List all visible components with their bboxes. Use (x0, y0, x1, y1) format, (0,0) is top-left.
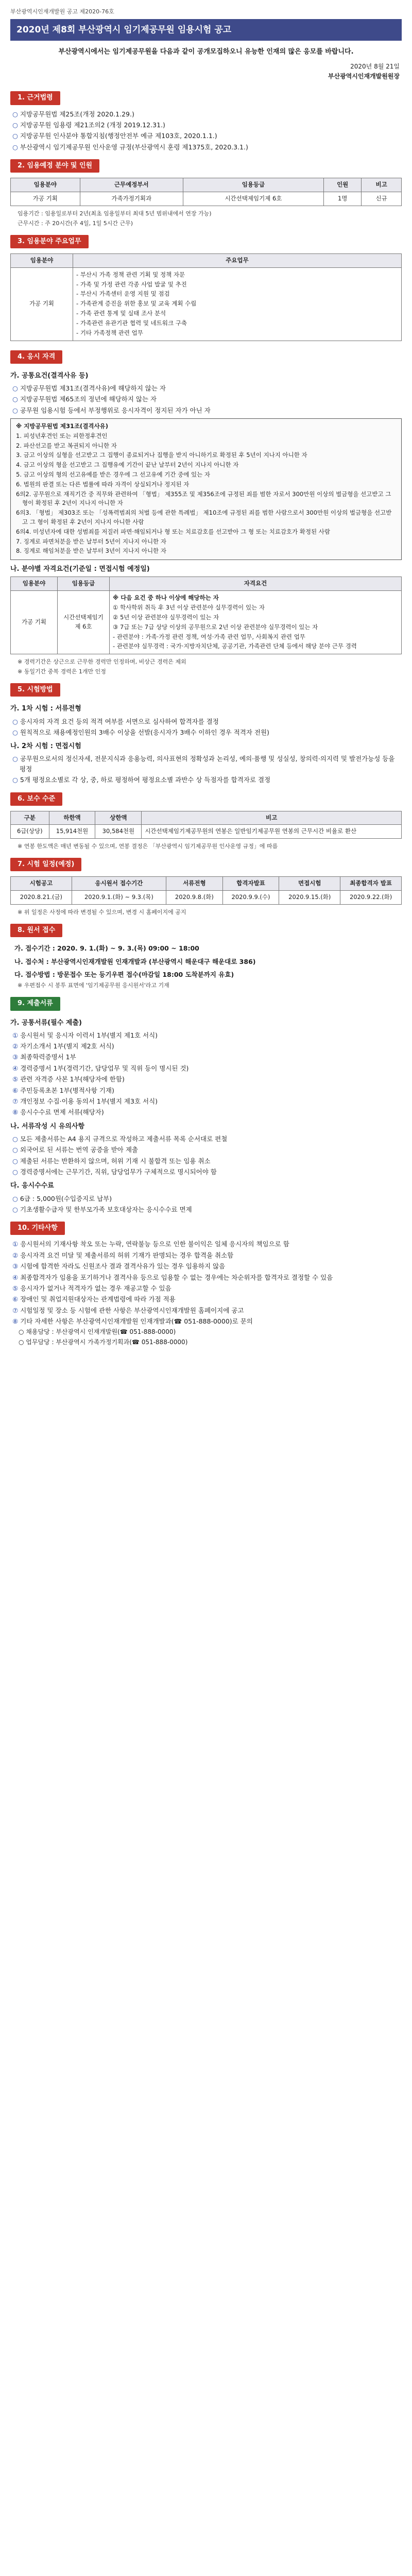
exam-stage-2-heading: 나. 2차 시험 : 면접시험 (10, 742, 81, 751)
contact-line: ○ 채용담당 : 부산광역시 인재개발원(☎ 051-888-0000) (19, 1328, 176, 1336)
salary-table (10, 811, 402, 839)
common-documents-heading: 가. 공통서류(필수 제출) (10, 1019, 82, 1027)
notice-title: 2020년 제8회 부산광역시 임기제공무원 임용시험 공고 (10, 19, 402, 41)
list-item: ○ 지방공무원법 제65조의 정년에 해당하지 않는 자 (12, 395, 157, 403)
section-eligibility-heading: 4. 응시 자격 (10, 350, 62, 364)
list-item: ⑤ 응시자가 없거나 적격자가 없는 경우 재공고할 수 있음 (12, 1284, 171, 1292)
requirement-item: ※ 다음 요건 중 하나 이상에 해당하는 자 (113, 594, 219, 602)
requirements-table (10, 577, 402, 654)
requirements-note: ※ 경력기간은 상근으로 근무한 경력만 인정하며, 비상근 경력은 제외 (18, 658, 186, 666)
table-header: 면접시험 (279, 877, 340, 891)
application-note: ※ 우편접수 시 봉투 표면에 '임기제공무원 응시원서'라고 기재 (18, 982, 169, 989)
list-item: ⑧ 응시수수료 면제 서류(해당자) (12, 1108, 104, 1116)
list-item: ① 응시원서의 기재사항 착오 또는 누락, 연락불능 등으로 인한 불이익은 일체 응시자의 책임으로 함 (12, 1240, 289, 1248)
list-item: ④ 최종합격자가 임용을 포기하거나 결격사유 등으로 임용할 수 없는 경우에는 차순위자를 합격자로 결정할 수 있음 (12, 1273, 333, 1281)
table-row: 가공 기획 - 부산시 가족 정책 관련 기획 및 정책 자문 - 가족 및 가정 관련 각종 사업 발굴 및 추진 - 부산시 가족센터 운영 지원 및 점검 - 가족관계 증진을 위한 홍보 및 교육 계획 수립 - 가족 관련 통계 및 실태 조사 분석 - 가족관련 유관기관 협력 및 네트워크 구축 - 기타 가족정책 관련 업무 (11, 267, 402, 341)
list-item: ○ 응시자의 자격 요건 등의 적격 여부를 서면으로 심사하여 합격자를 결정 (12, 717, 219, 725)
list-item: ○ 공무원 임용시험 등에서 부정행위로 응시자격이 정지된 자가 아닌 자 (12, 406, 211, 414)
box-item: 3. 금고 이상의 실형을 선고받고 그 집행이 종료되거나 집행을 받지 아니하기로 확정된 후 5년이 지나지 아니한 자 (16, 451, 307, 459)
table-header: 임용분야 (11, 254, 73, 268)
list-item: ○ 지방공무원 인사분야 통합지침(행정안전부 예규 제103호, 2020.1.1.) (12, 132, 217, 140)
table-row: 2020.8.21.(금) 2020.9.1.(화) ~ 9.3.(목) 2020.9.8.(화) 2020.9.9.(수) 2020.9.15.(화) 2020.9.22.(화) (11, 891, 402, 905)
positions-note: 임용기간 : 임용일로부터 2년(최초 임용일부터 최대 5년 범위내에서 연장 가능) (18, 210, 212, 217)
box-item: 6. 법원의 판결 또는 다른 법률에 따라 자격이 상실되거나 정지된 자 (16, 480, 190, 488)
box-item: 6의3. 「형법」 제303조 또는 「성폭력범죄의 처벌 등에 관한 특례법」 제10조에 규정된 죄를 범한 사람으로서 300만원 이상의 벌금형을 선고받고 그 형이 확정된 후 2년이 지나지 아니한 사람 (16, 509, 392, 526)
list-item: ○ 기초생활수급자 및 한부모가족 보호대상자는 응시수수료 면제 (12, 1205, 192, 1213)
list-item: ○ 원칙적으로 채용예정인원의 3배수 이상을 선발(응시자가 3배수 이하인 경우 적격자 전원) (12, 728, 269, 736)
requirement-item: ① 학사학위 취득 후 3년 이상 관련분야 실무경력이 있는 자 (113, 604, 265, 612)
requirement-item: - 관련분야 : 가족·가정 관련 정책, 여성·가족 관련 업무, 사회복지 관련 업무 (113, 633, 305, 640)
table-row: 가공 기획 시간선택제임기제 6호 ※ 다음 요건 중 하나 이상에 해당하는 자 ① 학사학위 취득 후 3년 이상 관련분야 실무경력이 있는 자 ② 5년 이상 관련분야 실무경력이 있는 자 ③ 7급 또는 7급 상당 이상의 공무원으로 2년 이상 관련분야 실무경력이 있는 자 - 관련분야 : 가족·가정 관련 정책, 여성·가족 관련 업무, 사회복지 관련 업무 - 관련분야 실무경력 : 국가·지방자치단체, 공공기관, 가족관련 단체 등에서 해당 분야 근무 경력 (11, 591, 402, 654)
positions-note: 근무시간 : 주 20시간(주 4일, 1일 5시간 근무) (18, 219, 133, 227)
table-header: 근무예정부서 (80, 178, 183, 192)
table-row: 6급(상당) 15,914천원 30,584천원 시간선택제임기제공무원의 연봉은 일반임기제공무원 연봉의 근무시간 비율로 환산 (11, 825, 402, 839)
application-item: 나. 접수처 : 부산광역시인재개발원 인재개발과 (부산광역시 해운대구 해운대로 386) (14, 957, 256, 965)
section-application-heading: 8. 원서 접수 (10, 924, 62, 937)
list-item: ② 응시자격 요건 미달 및 제출서류의 허위 기재가 판명되는 경우 합격을 취소함 (12, 1251, 234, 1259)
notice-organization: 부산광역시인재개발원원장 (328, 72, 400, 80)
list-item: ○ 모든 제출서류는 A4 용지 규격으로 작성하고 제출서류 목록 순서대로 편철 (12, 1134, 228, 1143)
box-item: 4. 금고 이상의 형을 선고받고 그 집행유예 기간이 끝난 날부터 2년이 지나지 아니한 자 (16, 461, 239, 469)
requirements-note: ※ 동일기간 중복 경력은 1개만 인정 (18, 668, 106, 675)
section-positions-heading: 2. 임용예정 분야 및 인원 (10, 159, 99, 173)
duty-item: - 기타 가족정책 관련 업무 (76, 329, 143, 336)
table-header: 상한액 (95, 811, 142, 825)
table-header: 임용분야 (11, 178, 80, 192)
table-header: 주요업무 (73, 254, 402, 268)
list-item: ⑥ 주민등록초본 1부(병적사항 기재) (12, 1086, 114, 1094)
legal-basis-list (10, 109, 402, 152)
list-item: ⑦ 시험일정 및 장소 등 시험에 관한 사항은 부산광역시인재개발원 홈페이지에 공고 (12, 1306, 244, 1314)
section-exam-method-heading: 5. 시험방법 (10, 683, 60, 697)
disqualification-box: ※ 지방공무원법 제31조(결격사유) 1. 피성년후견인 또는 피한정후견인 2. 파산선고를 받고 복권되지 아니한 자 3. 금고 이상의 실형을 선고받고 그 집행이 종료되거나 집행을 받지 아니하기로 확정된 후 5년이 지나지 아니한 자 4. 금고 이상의 형을 선고받고 그 집행유예 기간이 끝난 날부터 2년이 지나지 아니한 자 5. 금고 이상의 형의 선고유예를 받은 경우에 그 선고유예 기간 중에 있는 자 6. 법원의 판결 또는 다른 법률에 따라 자격이 상실되거나 정지된 자 6의2. 공무원으로 재직기간 중 직무와 관련하여 「형법」 제355조 및 제356조에 규정된 죄를 범한 자로서 300만원 이상의 벌금형을 선고받고 그 형이 확정된 후 2년이 지나지 아니한 자 6의3. 「형법」 제303조 또는 「성폭력범죄의 처벌 등에 관한 특례법」 제10조에 규정된 죄를 범한 사람으로서 300만원 이상의 벌금형을 선고받고 그 형이 확정된 후 2년이 지나지 아니한 사람 6의4. 미성년자에 대한 성범죄를 저질러 파면·해임되거나 형 또는 치료감호를 선고받아 그 형 또는 치료감호가 확정된 사람 7. 징계로 파면처분을 받은 날부터 5년이 지나지 아니한 자 8. 징계로 해임처분을 받은 날부터 3년이 지나지 아니한 자 (10, 418, 402, 560)
section-misc-heading: 10. 기타사항 (10, 1222, 65, 1235)
requirement-item: ③ 7급 또는 7급 상당 이상의 공무원으로 2년 이상 관련분야 실무경력이 있는 자 (113, 623, 318, 631)
box-item: 2. 파산선고를 받고 복권되지 아니한 자 (16, 442, 117, 449)
schedule-note: ※ 위 일정은 사정에 따라 변경될 수 있으며, 변경 시 홈페이지에 공지 (18, 909, 186, 916)
list-item: ○ 공무원으로서의 정신자세, 전문지식과 응용능력, 의사표현의 정확성과 논리성, 예의·품행 및 성실성, 창의력·의지력 및 발전가능성 등을 평정 (12, 755, 395, 773)
list-item: ○ 제출된 서류는 반환하지 않으며, 허위 기재 시 불합격 또는 임용 취소 (12, 1157, 211, 1165)
section-legal-basis-heading: 1. 근거법령 (10, 91, 60, 105)
list-item: ⑧ 기타 자세한 사항은 부산광역시인재개발원 인재개발과(☎ 051-888-0000)로 문의 (12, 1317, 253, 1326)
requirement-item: - 관련분야 실무경력 : 국가·지방자치단체, 공공기관, 가족관련 단체 등에서 해당 분야 근무 경력 (113, 642, 357, 650)
document-number: 부산광역시인재개발원 공고 제2020-76호 (10, 8, 114, 15)
application-item: 가. 접수기간 : 2020. 9. 1.(화) ~ 9. 3.(목) 09:00 ~ 18:00 (14, 944, 199, 953)
list-item: ④ 경력증명서 1부(경력기간, 담당업무 및 직위 등이 명시된 것) (12, 1064, 189, 1072)
positions-table (10, 178, 402, 206)
list-item: ① 응시원서 및 응시자 이력서 1부(별지 제1호 서식) (12, 1031, 158, 1039)
section-salary-heading: 6. 보수 수준 (10, 792, 62, 806)
contact-line: ○ 업무담당 : 부산광역시 가족가정기획과(☎ 051-888-0000) (19, 1338, 188, 1346)
table-header: 최종합격자 발표 (340, 877, 402, 891)
list-item: ○ 5개 평정요소별로 각 상, 중, 하로 평정하여 평정요소별 과반수 상 득점자를 합격자로 결정 (12, 776, 271, 784)
duty-item: - 가족 및 가정 관련 각종 사업 발굴 및 추진 (76, 280, 187, 288)
box-item: 1. 피성년후견인 또는 피한정후견인 (16, 432, 108, 439)
list-item: ⑦ 개인정보 수집·이용 동의서 1부(별지 제3호 서식) (12, 1097, 158, 1105)
notice-date: 2020년 8월 21일 (350, 63, 400, 71)
table-header: 비고 (142, 811, 402, 825)
list-item: ○ 지방공무원 임용령 제21조의2 (개정 2019.12.31.) (12, 121, 165, 129)
duty-item: - 부산시 가족센터 운영 지원 및 점검 (76, 290, 170, 298)
table-header: 임용분야 (11, 577, 58, 591)
box-item: 6의2. 공무원으로 재직기간 중 직무와 관련하여 「형법」 제355조 및 제356조에 규정된 죄를 범한 자로서 300만원 이상의 벌금형을 선고받고 그 형이 확정된 후 2년이 지나지 아니한 자 (16, 490, 391, 507)
section-documents-heading: 9. 제출서류 (10, 997, 60, 1010)
requirement-item: ② 5년 이상 관련분야 실무경력이 있는 자 (113, 613, 219, 621)
duty-item: - 가족관계 증진을 위한 홍보 및 교육 계획 수립 (76, 300, 197, 308)
list-item: ○ 지방공무원법 제25조(개정 2020.1.29.) (12, 110, 134, 118)
schedule-table (10, 876, 402, 905)
list-item: ② 자기소개서 1부(별지 제2호 서식) (12, 1042, 114, 1050)
duty-item: - 가족 관련 통계 및 실태 조사 분석 (76, 310, 166, 317)
table-header: 시험공고 (11, 877, 72, 891)
table-header: 임용등급 (183, 178, 323, 192)
box-item: 8. 징계로 해임처분을 받은 날부터 3년이 지나지 아니한 자 (16, 547, 166, 555)
table-header: 응시원서 접수기간 (72, 877, 166, 891)
table-header: 구분 (11, 811, 49, 825)
field-requirements-heading: 나. 분야별 자격요건(기준일 : 면접시험 예정일) (10, 565, 150, 573)
table-header: 인원 (324, 178, 362, 192)
duty-item: - 가족관련 유관기관 협력 및 네트워크 구축 (76, 319, 187, 327)
salary-note: ※ 연봉 한도액은 매년 변동될 수 있으며, 연봉 결정은 「부산광역시 임기제공무원 인사운영 규정」에 따름 (18, 843, 278, 850)
table-header: 합격자발표 (222, 877, 279, 891)
table-header: 자격요건 (110, 577, 402, 591)
table-header: 하한액 (49, 811, 95, 825)
exam-stage-1-heading: 가. 1차 시험 : 서류전형 (10, 705, 81, 713)
table-header: 서류전형 (166, 877, 223, 891)
list-item: ③ 최종학력증명서 1부 (12, 1053, 76, 1061)
list-item: ○ 6급 : 5,000원(수입증지로 납부) (12, 1194, 112, 1202)
list-item: ○ 경력증명서에는 근무기간, 직위, 담당업무가 구체적으로 명시되어야 함 (12, 1168, 217, 1176)
duties-table (10, 253, 402, 341)
list-item: ○ 부산광역시 임기제공무원 인사운영 규정(부산광역시 훈령 제1375호, 2020.3.1.) (12, 143, 248, 151)
list-item: ⑥ 장애인 및 취업지원대상자는 관계법령에 따라 가점 적용 (12, 1295, 176, 1303)
list-item: ○ 지방공무원법 제31조(결격사유)에 해당하지 않는 자 (12, 384, 166, 392)
table-row: 가공 기획 가족가정기획과 시간선택제임기제 6호 1명 신규 (11, 192, 402, 206)
notice-intro: 부산광역시에서는 임기제공무원을 다음과 같이 공개모집하오니 유능한 인재의 많은 응모를 바랍니다. (58, 48, 354, 56)
list-item: ③ 시험에 합격한 자라도 신원조사 결과 결격사유가 있는 경우 임용하지 않음 (12, 1262, 226, 1270)
application-item: 다. 접수방법 : 방문접수 또는 등기우편 접수(마감일 18:00 도착분까지 유효) (14, 971, 234, 979)
table-header: 비고 (362, 178, 402, 192)
section-duties-heading: 3. 임용분야 주요업무 (10, 235, 89, 248)
duty-item: - 부산시 가족 정책 관련 기획 및 정책 자문 (76, 270, 185, 278)
list-item: ⑤ 관련 자격증 사본 1부(해당자에 한함) (12, 1075, 125, 1083)
document-guidelines-heading: 나. 서류작성 시 유의사항 (10, 1122, 85, 1130)
section-schedule-heading: 7. 시험 일정(예정) (10, 858, 81, 871)
table-header: 임용등급 (58, 577, 110, 591)
box-item: 7. 징계로 파면처분을 받은 날부터 5년이 지나지 아니한 자 (16, 537, 166, 545)
list-item: ○ 외국어로 된 서류는 번역 공증을 받아 제출 (12, 1146, 139, 1154)
fee-heading: 다. 응시수수료 (10, 1182, 54, 1190)
box-item: 6의4. 미성년자에 대한 성범죄를 저질러 파면·해임되거나 형 또는 치료감호를 선고받아 그 형 또는 치료감호가 확정된 사람 (16, 528, 331, 535)
common-requirements-heading: 가. 공통요건(결격사유 등) (10, 371, 89, 380)
box-item: 5. 금고 이상의 형의 선고유예를 받은 경우에 그 선고유예 기간 중에 있는 자 (16, 470, 210, 478)
